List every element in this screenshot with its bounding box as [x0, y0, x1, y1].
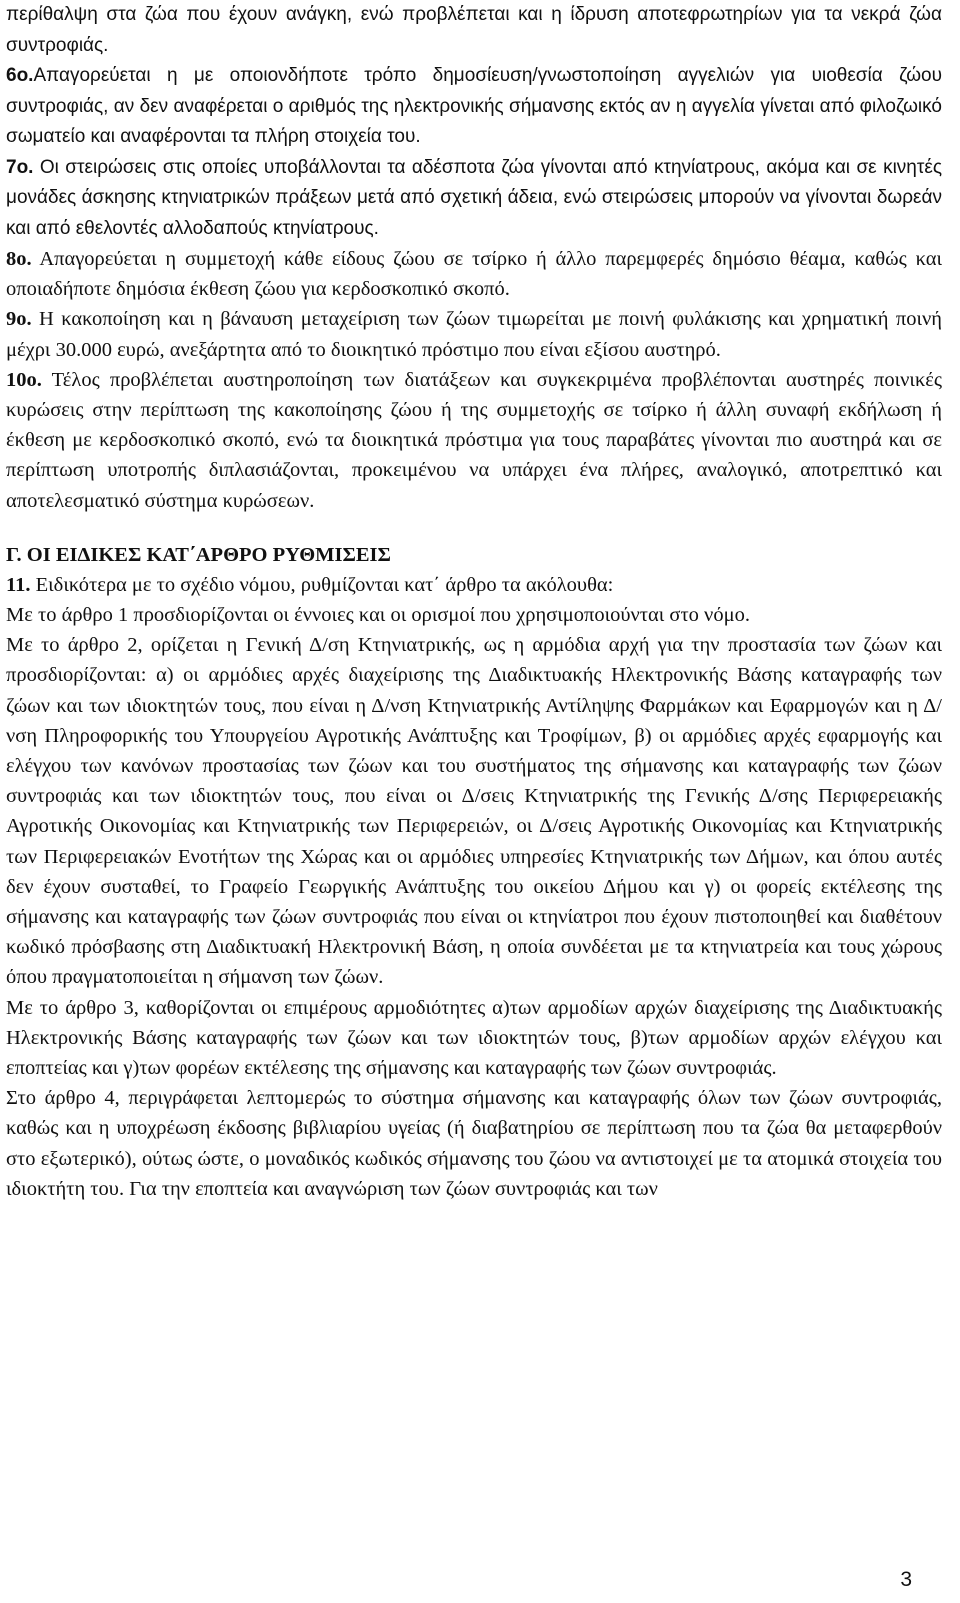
item-7 [6, 153, 942, 245]
item-8 [6, 244, 942, 304]
item-8-number: 8ο. [6, 248, 32, 270]
item-11 [6, 570, 942, 600]
item-6 [6, 61, 942, 153]
article-1-paragraph: Με το άρθρο 1 προσδιορίζονται οι έννοιες και οι ορισμοί που χρησιμοποιούνται στο νόμο. [6, 604, 750, 627]
item-7-number: 7ο. [6, 156, 34, 178]
item-10-number: 10ο. [6, 368, 42, 391]
item-9 [6, 304, 942, 364]
item-10-text: Τέλος προβλέπεται αυστηροποίηση των διατάξεων και συγκεκριμένα προβλέπονται αυστηρές ποινικές κυρώσεις στην περίπτωση της κακοποίησης ζώου ή της συμμετοχής σε τσίρκο ή άλλη συναφή εκδήλωση ή έκθεση με κερδοσκοπικό σκοπό, ενώ τα διοικητικά πρόστιμα για τους παραβάτες γίνονται πιο αυστηρά και σε περίπτωση υποτροπής διπλασιάζονται, προκειμένου να υπάρχει ένα πλήρες, αναλογικό, αποτρεπτικό και αποτελεσματικό σύστημα κυρώσεων. [6, 368, 942, 512]
item-6-number: 6ο. [6, 65, 34, 86]
item-7-text: Οι στειρώσεις στις οποίες υποβάλλονται τα αδέσποτα ζώα γίνονται από κτηνίατρους, ακόμα και σε κινητές μονάδες άσκησης κτηνιατρικών πράξεων μετά από σχετική άδεια, ενώ στειρώσεις μπορούν να γίνονται δωρεάν και από εθελοντές αλλοδαπούς κτηνίατρους. [6, 156, 942, 239]
paragraph-intro: περίθαλψη στα ζώα που έχουν ανάγκη, ενώ προβλέπεται και η ίδρυση αποτεφρωτηρίων για τα νεκρά ζώα συντροφιάς. [6, 4, 942, 56]
section-heading: Γ. ΟΙ ΕΙΔΙΚΕΣ ΚΑΤ΄ΑΡΘΡΟ ΡΥΘΜΙΣΕΙΣ [6, 543, 391, 566]
item-11-number: 11. [6, 573, 31, 596]
item-10 [6, 365, 942, 516]
article-4-paragraph: Στο άρθρο 4, περιγράφεται λεπτομερώς το σύστημα σήμανσης και καταγραφής όλων των ζώων συντροφιάς, καθώς και η υποχρέωση έκδοσης βιβλιαρίου υγείας (ή διαβατηρίου σε περίπτωση που τα ζώα θα μεταφερθούν στο εξωτερικό), ούτως ώστε, ο μοναδικός κωδικός σήμανσης του ζώου να αντιστοιχεί με τα ατομικά στοιχεία του ιδιοκτήτη του. Για την εποπτεία και αναγνώριση των ζώων συντροφιάς και των [6, 1087, 942, 1200]
article-2-paragraph: Με το άρθρο 2, ορίζεται η Γενική Δ/ση Κτηνιατρικής, ως η αρμόδια αρχή για την προστασία των ζώων και προσδιορίζονται: α) οι αρμόδιες αρχές διαχείρισης της Διαδικτυακής Ηλεκτρονικής Βάσης καταγραφής των ζώων και των ιδιοκτητών τους, που είναι η Δ/νση Κτηνιατρικής Αντίληψης Φαρμάκων και Εφαρμογών και η Δ/νση Πληροφορικής του Υπουργείου Αγροτικής Ανάπτυξης και Τροφίμων, β) οι αρμόδιες αρχές εφαρμογής και ελέγχου των κανόνων προστασίας των ζώων και του συστήματος της σήμανσης και καταγραφής των ζώων συντροφιάς και των ιδιοκτητών τους, που είναι οι Δ/σεις Κτηνιατρικής της Γενικής Δ/σης Περιφερειακής Αγροτικής Οικονομίας και Κτηνιατρικής των Περιφερειών, οι Δ/σεις Αγροτικής Οικονομίας και Κτηνιατρικής των Περιφερειακών Ενοτήτων της Χώρας και οι αρμόδιες υπηρεσίες Κτηνιατρικής των Δήμων, και όπου αυτές δεν έχουν συσταθεί, το Γραφείο Γεωργικής Ανάπτυξης του οικείου Δήμου και γ) οι φορείς εκτέλεσης της σήμανσης και καταγραφής των ζώων συντροφιάς που είναι οι κτηνίατροι που έχουν πιστοποιηθεί και διαθέτουν κωδικό πρόσβασης στη Διαδικτυακή Ηλεκτρονική Βάση, η οποία συνδέεται με τα κτηνιατρεία και τους χώρους όπου πραγματοποιείται η σήμανση των ζώων. [6, 634, 942, 989]
item-8-text: Απαγορεύεται η συμμετοχή κάθε είδους ζώου σε τσίρκο ή άλλο παρεμφερές δημόσιο θέαμα, καθώς και οποιαδήποτε δημόσια έκθεση ζώου για κερδοσκοπικό σκοπό. [6, 248, 942, 301]
section-spacer [6, 516, 942, 540]
page-number: 3 [900, 1568, 912, 1591]
item-9-text: Η κακοποίηση και η βάναυση μεταχείριση των ζώων τιμωρείται με ποινή φυλάκισης και χρηματική ποινή μέχρι 30.000 ευρώ, ανεξάρτητα από το διοικητικό πρόστιμο που είναι εξίσου αυστηρό. [6, 308, 943, 361]
article-3-paragraph: Με το άρθρο 3, καθορίζονται οι επιμέρους αρμοδιότητες α)των αρμοδίων αρχών διαχείρισης της Διαδικτυακής Ηλεκτρονικής Βάσης καταγραφής των ζώων και των ιδιοκτητών τους, β)των αρμοδίων αρχών ελέγχου και εποπτείας και γ)των φορέων εκτέλεσης της σήμανσης και καταγραφής των ζώων συντροφιάς. [6, 996, 942, 1080]
item-11-text: Ειδικότερα με το σχέδιο νόμου, ρυθμίζονται κατ΄ άρθρο τα ακόλουθα: [35, 573, 614, 596]
item-6-text: Απαγορεύεται η με οποιονδήποτε τρόπο δημοσίευση/γνωστοποίηση αγγελιών για υιοθεσία ζώου συντροφιάς, αν δεν αναφέρεται ο αριθμός της ηλεκτρονικής σήμανσης εκτός αν η αγγελία γίνεται από φιλοζωικό σωματείο και αναφέρονται τα πλήρη στοιχεία του. [6, 65, 942, 147]
document-page [6, 0, 942, 1204]
item-9-number: 9ο. [6, 308, 32, 331]
